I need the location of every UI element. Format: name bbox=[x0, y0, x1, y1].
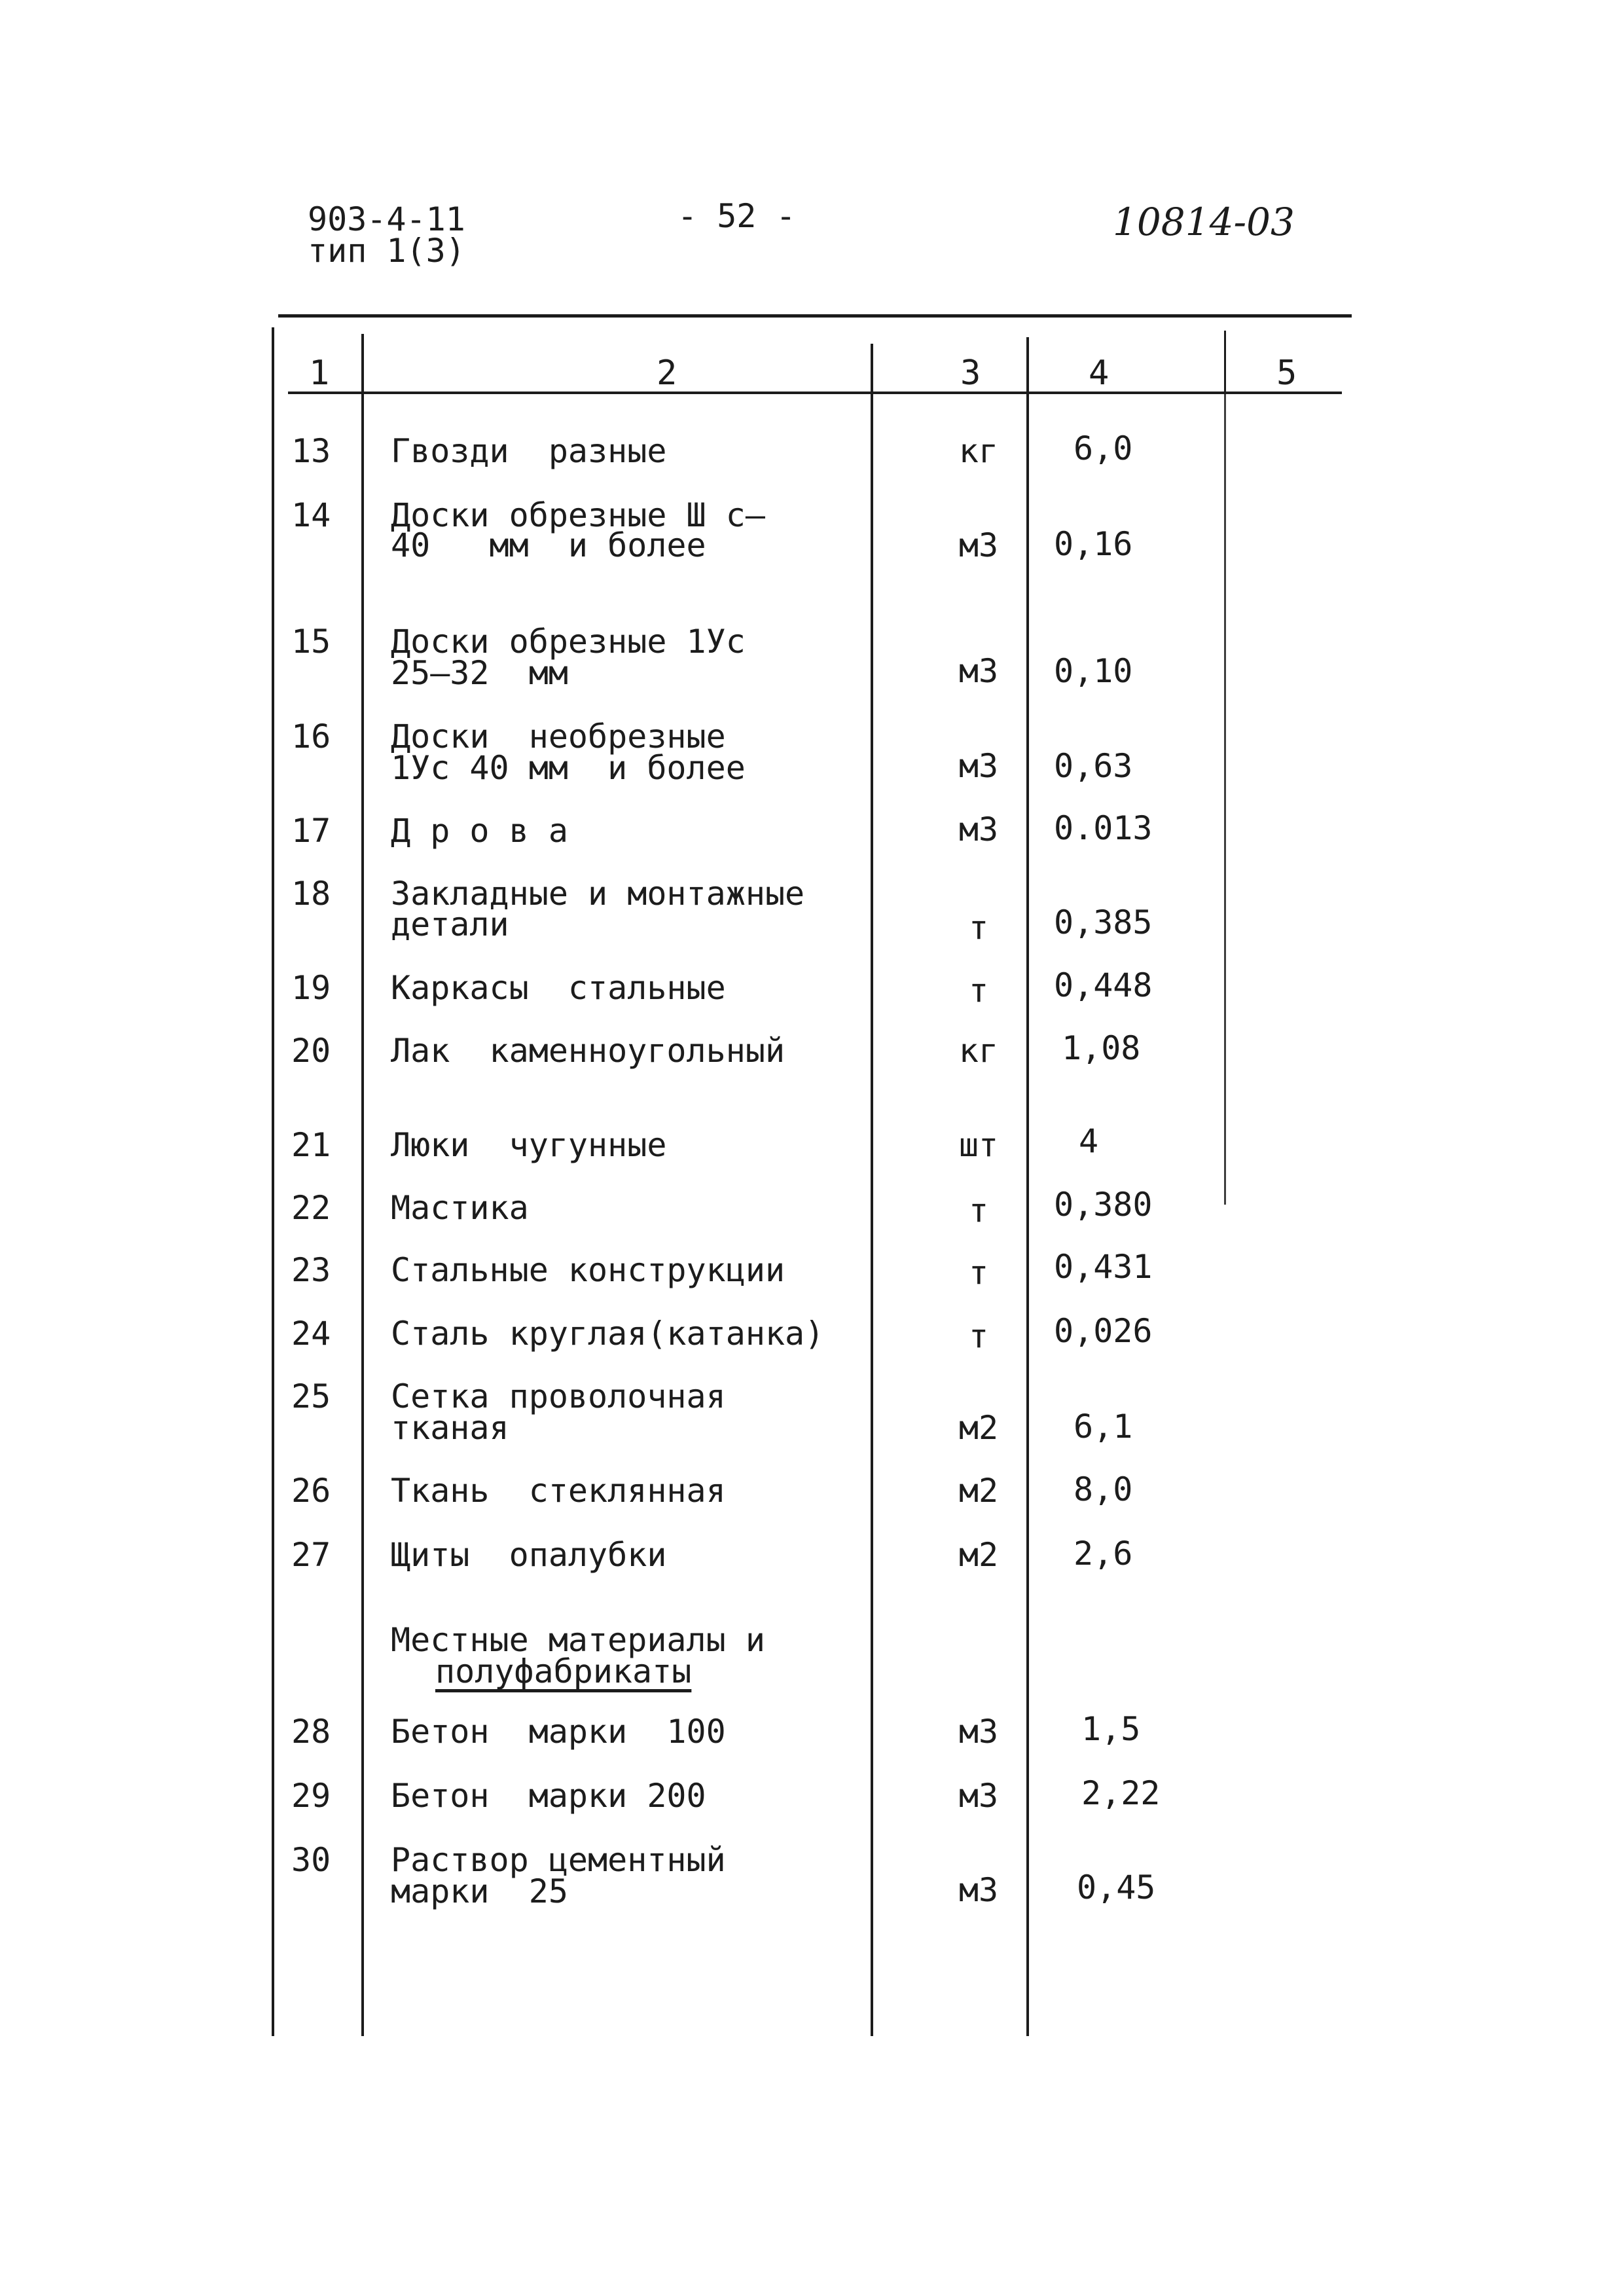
row-number: 23 bbox=[291, 1251, 331, 1289]
column-header-5: 5 bbox=[1276, 354, 1297, 393]
quantity: 6,0 bbox=[1074, 429, 1133, 467]
unit: т bbox=[968, 1192, 989, 1230]
col-divider-4-lower bbox=[1224, 393, 1226, 1205]
row-number: 14 bbox=[291, 496, 331, 534]
row-number: 21 bbox=[291, 1126, 331, 1164]
doc-type: тип 1(3) bbox=[308, 232, 465, 270]
material-name: Сетка проволочная bbox=[391, 1377, 726, 1415]
unit: м3 bbox=[958, 1871, 999, 1909]
unit: м3 bbox=[958, 811, 999, 848]
quantity: 4 bbox=[1079, 1122, 1099, 1160]
quantity: 2,6 bbox=[1074, 1535, 1133, 1573]
unit: м3 bbox=[958, 747, 999, 785]
row-number: 17 bbox=[291, 812, 331, 850]
quantity: 1,08 bbox=[1062, 1029, 1141, 1067]
row-number: 24 bbox=[291, 1315, 331, 1353]
column-header-3: 3 bbox=[960, 354, 981, 393]
doc-code: 903-4-11 bbox=[308, 200, 465, 238]
unit: шт bbox=[958, 1126, 999, 1164]
handwritten-code: 10814-03 bbox=[1113, 200, 1295, 244]
material-name-line2: тканая bbox=[391, 1409, 509, 1447]
unit: м3 bbox=[958, 1777, 999, 1815]
quantity: 0,431 bbox=[1054, 1248, 1153, 1286]
column-header-4: 4 bbox=[1089, 354, 1110, 393]
row-number: 18 bbox=[291, 875, 331, 913]
material-name: Ткань стеклянная bbox=[391, 1472, 726, 1510]
material-name: Мастика bbox=[391, 1189, 529, 1227]
row-number: 16 bbox=[291, 718, 331, 756]
quantity: 6,1 bbox=[1074, 1408, 1133, 1446]
row-number: 30 bbox=[291, 1841, 331, 1879]
material-name: Сталь круглая(катанка) bbox=[391, 1315, 825, 1353]
row-number: 28 bbox=[291, 1713, 331, 1751]
material-name: Доски обрезные 1Ус bbox=[391, 623, 746, 661]
quantity: 0,026 bbox=[1054, 1312, 1153, 1350]
material-name: Доски обрезные Ш с– bbox=[391, 496, 765, 534]
row-number: 29 bbox=[291, 1777, 331, 1815]
unit: т bbox=[968, 972, 989, 1010]
quantity: 0,385 bbox=[1054, 903, 1153, 941]
material-name: Закладные и монтажные bbox=[391, 875, 805, 913]
unit: т bbox=[968, 909, 989, 947]
material-name: Гвозди разные bbox=[391, 432, 667, 470]
material-name: Лак каменноугольный bbox=[391, 1032, 785, 1070]
unit: м3 bbox=[958, 652, 999, 690]
row-number: 13 bbox=[291, 432, 331, 470]
material-name-line2: 25–32 мм bbox=[391, 654, 568, 692]
quantity: 0,448 bbox=[1054, 966, 1153, 1004]
row-number: 15 bbox=[291, 623, 331, 661]
material-name: Бетон марки 100 bbox=[391, 1713, 726, 1751]
quantity: 0,16 bbox=[1054, 525, 1133, 563]
page-number: - 52 - bbox=[677, 197, 796, 235]
quantity: 8,0 bbox=[1074, 1470, 1133, 1508]
material-name: Люки чугунные bbox=[391, 1126, 667, 1164]
row-number: 22 bbox=[291, 1189, 331, 1227]
unit: кг bbox=[958, 432, 999, 470]
material-name: Раствор цементный bbox=[391, 1841, 726, 1879]
unit: м2 bbox=[958, 1409, 999, 1447]
col-divider-2 bbox=[871, 344, 873, 2036]
material-name: Д р о в а bbox=[391, 812, 568, 850]
material-name: Каркасы стальные bbox=[391, 969, 726, 1007]
table-top-rule bbox=[278, 314, 1352, 318]
material-name-line2: марки 25 bbox=[391, 1872, 568, 1910]
col-divider-left bbox=[272, 327, 274, 2036]
material-name: Бетон марки 200 bbox=[391, 1777, 706, 1815]
quantity: 0,45 bbox=[1077, 1868, 1156, 1906]
unit: м2 bbox=[958, 1536, 999, 1574]
quantity: 2,22 bbox=[1081, 1774, 1161, 1812]
quantity: 0.013 bbox=[1054, 809, 1153, 847]
material-name-line2: детали bbox=[391, 905, 509, 943]
row-number: 25 bbox=[291, 1377, 331, 1415]
unit: т bbox=[968, 1317, 989, 1355]
col-divider-1 bbox=[361, 334, 364, 2036]
quantity: 1,5 bbox=[1081, 1710, 1141, 1748]
material-name: Стальные конструкции bbox=[391, 1251, 785, 1289]
col-divider-4 bbox=[1224, 331, 1226, 393]
section-title-line2: полуфабрикаты bbox=[435, 1652, 692, 1690]
unit: м3 bbox=[958, 526, 999, 564]
row-number: 19 bbox=[291, 969, 331, 1007]
unit: т bbox=[968, 1254, 989, 1292]
header-bottom-rule bbox=[288, 392, 1342, 394]
unit: м2 bbox=[958, 1472, 999, 1510]
col-divider-3 bbox=[1026, 337, 1029, 2036]
material-name: Щиты опалубки bbox=[391, 1536, 667, 1574]
material-name-line2: 40 мм и более bbox=[391, 526, 706, 564]
column-header-1: 1 bbox=[309, 354, 330, 393]
quantity: 0,380 bbox=[1054, 1186, 1153, 1224]
quantity: 0,63 bbox=[1054, 747, 1133, 785]
material-name-line2: 1Ус 40 мм и более bbox=[391, 749, 746, 787]
material-name: Доски необрезные bbox=[391, 718, 726, 756]
row-number: 27 bbox=[291, 1536, 331, 1574]
row-number: 26 bbox=[291, 1472, 331, 1510]
section-title: Местные материалы и bbox=[391, 1621, 765, 1659]
quantity: 0,10 bbox=[1054, 652, 1133, 690]
unit: м3 bbox=[958, 1713, 999, 1751]
unit: кг bbox=[958, 1032, 999, 1070]
column-header-2: 2 bbox=[657, 354, 677, 393]
row-number: 20 bbox=[291, 1032, 331, 1070]
